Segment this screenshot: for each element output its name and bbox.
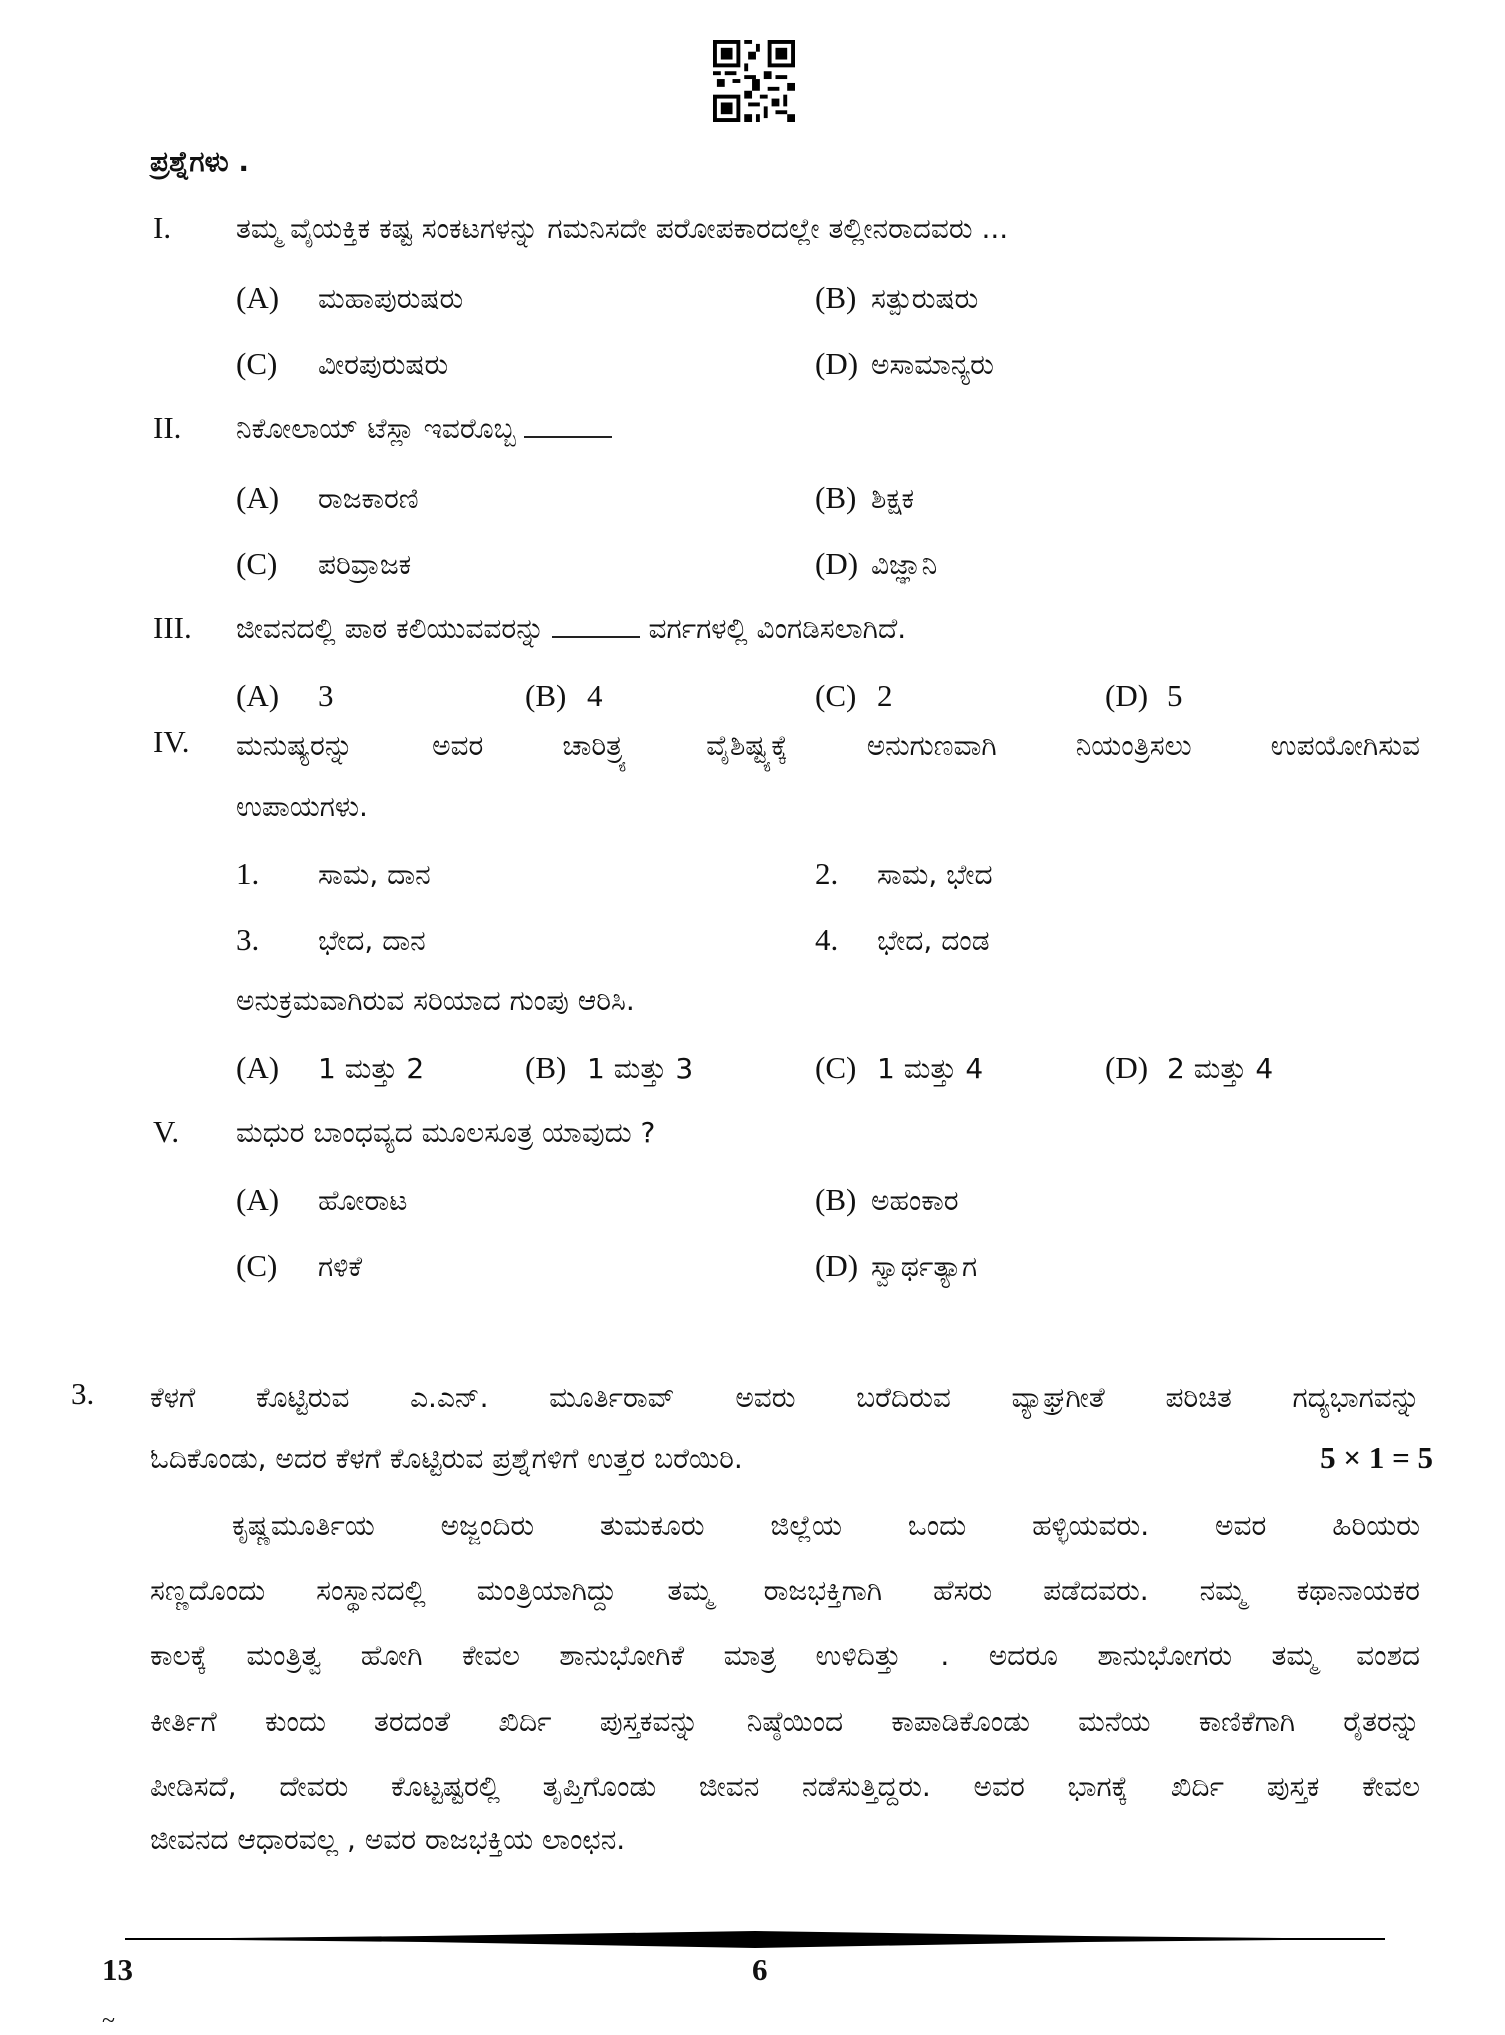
section-number: 3. [71,1376,95,1411]
option-text: ಸತ್ಪುರುಷರು [871,282,979,315]
option-label: (C) [815,678,857,713]
passage-line: ಜೀವನದ ಆಧಾರವಲ್ಲ , ಅವರ ರಾಜಭಕ್ತಿಯ ಲಾಂಛನ. [150,1823,626,1856]
question-text [236,612,906,646]
footer-mark: ~ [102,2008,115,2034]
option-text: ಅಹಂಕಾರ [871,1184,959,1217]
passage-line: ಪೀಡಿಸದೆ, ದೇವರು ಕೊಟ್ಟಷ್ಟರಲ್ಲಿ ತೃಪ್ತಿಗೊಂಡು ಜೀವನ ನಡೆಸುತ್ತಿದ್ದರು. ಅವರ ಭಾಗಕ್ಕೆ ಖಿರ್ದಿ ಪುಸ್ತಕ ಕೇವಲ [150,1770,1420,1803]
option-d [815,1246,977,1291]
question-text [236,412,620,446]
question-text-line2: ಉಪಾಯಗಳು. [236,790,368,823]
option-text: 3 [318,678,334,713]
option-label: (A) [236,1182,280,1217]
option-b [815,478,914,523]
marks: 5 × 1 = 5 [1320,1440,1433,1475]
question-text-line1: ಮನುಷ್ಯರನ್ನು ಅವರ ಚಾರಿತ್ರ್ಯ ವೈಶಿಷ್ಟ್ಯಕ್ಕೆ ಅನುಗುಣವಾಗಿ ನಿಯಂತ್ರಿಸಲು ಉಪಯೋಗಿಸುವ [236,729,1420,762]
item-label: 4. [815,922,839,957]
option-c [236,344,448,389]
option-text: ಗಳಿಕೆ [318,1250,363,1283]
option-text: 2 [877,678,893,713]
passage-line: ಸಣ್ಣದೊಂದು ಸಂಸ್ಥಾನದಲ್ಲಿ ಮಂತ್ರಿಯಾಗಿದ್ದು ತಮ್ಮ ರಾಜಭಕ್ತಿಗಾಗಿ ಹೆಸರು ಪಡೆದವರು. ನಮ್ಮ ಕಥಾನಾಯಕರ [150,1574,1420,1607]
option-text: 1 ಮತ್ತು 2 [318,1052,425,1085]
option-label: (C) [236,1248,278,1283]
option-a [236,676,334,721]
option-a [236,1048,424,1093]
option-a [236,278,463,323]
answer-blank [552,622,640,638]
list-item [236,854,431,899]
option-label: (D) [815,1248,859,1283]
option-text: ಸ್ವಾರ್ಥತ್ಯಾಗ [871,1250,978,1283]
option-text: 1 ಮತ್ತು 3 [587,1052,694,1085]
option-label: (D) [815,546,859,581]
option-c [236,544,411,589]
option-b [815,278,978,323]
item-text: ಸಾಮ, ಭೇದ [877,858,993,891]
section-instruction-line1: ಕೆಳಗೆ ಕೊಟ್ಟಿರುವ ಎ.ಎನ್. ಮೂರ್ತಿರಾವ್ ಅವರು ಬರೆದಿರುವ ವ್ಯಾಘ್ರಗೀತೆ ಪರಿಚಿತ ಗದ್ಯಭಾಗವನ್ನು [150,1381,1420,1414]
option-label: (D) [1105,678,1149,713]
question-text: ಮಧುರ ಬಾಂಧವ್ಯದ ಮೂಲಸೂತ್ರ ಯಾವುದು ? [236,1116,656,1149]
question-text-after: ವರ್ಗಗಳಲ್ಲಿ ವಿಂಗಡಿಸಲಾಗಿದೆ. [648,612,907,645]
item-label: 2. [815,856,839,891]
section-heading: ಪ್ರಶ್ನೆಗಳು . [150,145,250,178]
footer-code: 13 [102,1952,133,1987]
list-item [815,854,993,899]
option-label: (A) [236,480,280,515]
item-label: 1. [236,856,260,891]
option-d [1105,1048,1273,1093]
page-number: 6 [752,1952,768,1987]
option-a [236,1180,407,1225]
option-b [815,1180,959,1225]
question-number: IV. [153,724,190,759]
option-text: 4 [587,678,603,713]
option-text: ಮಹಾಪುರುಷರು [318,282,464,315]
option-text: ಶಿಕ್ಷಕ [871,482,915,515]
option-text: ಹೋರಾಟ [318,1184,408,1217]
option-c [815,676,893,721]
option-text: ವಿಜ್ಞಾನಿ [871,548,938,581]
option-label: (A) [236,1050,280,1085]
option-text: ಅಸಾಮಾನ್ಯರು [871,348,994,381]
question-number: II. [153,410,182,445]
section-instruction-line2: ಓದಿಕೊಂಡು, ಅದರ ಕೆಳಗೆ ಕೊಟ್ಟಿರುವ ಪ್ರಶ್ನೆಗಳಿಗೆ ಉತ್ತರ ಬರೆಯಿರಿ. [150,1442,743,1475]
question-number: I. [153,210,172,245]
question-text: ತಮ್ಮ ವೈಯಕ್ತಿಕ ಕಷ್ಟ ಸಂಕಟಗಳನ್ನು ಗಮನಿಸದೇ ಪರೋಪಕಾರದಲ್ಲೇ ತಲ್ಲೀನರಾದವರು ... [236,212,1009,245]
option-label: (C) [236,346,278,381]
option-label: (B) [525,1050,567,1085]
passage-line: ಕಾಲಕ್ಕೆ ಮಂತ್ರಿತ್ವ ಹೋಗಿ ಕೇವಲ ಶಾನುಭೋಗಿಕೆ ಮಾತ್ರ ಉಳಿದಿತ್ತು . ಅದರೂ ಶಾನುಭೋಗರು ತಮ್ಮ ವಂಶದ [150,1639,1420,1672]
question-number: V. [153,1114,180,1149]
option-c [815,1048,983,1093]
option-label: (D) [1105,1050,1149,1085]
footer-rule [125,1928,1385,1950]
option-text: 1 ಮತ್ತು 4 [877,1052,984,1085]
answer-blank [524,422,612,438]
item-text: ಭೇದ, ದಾನ [318,924,426,957]
qr-code [713,40,795,122]
option-text: 5 [1167,678,1183,713]
option-text: ಪರಿವ್ರಾಜಕ [318,548,412,581]
option-label: (C) [815,1050,857,1085]
option-text: 2 ಮತ್ತು 4 [1167,1052,1274,1085]
option-c [236,1246,362,1291]
option-b [525,1048,693,1093]
option-label: (C) [236,546,278,581]
option-label: (B) [815,480,857,515]
item-label: 3. [236,922,260,957]
option-a [236,478,419,523]
option-d [815,544,937,589]
list-item [815,920,990,965]
option-text: ವೀರಪುರುಷರು [318,348,449,381]
item-text: ಭೇದ, ದಂಡ [877,924,990,957]
option-label: (B) [815,1182,857,1217]
option-label: (A) [236,280,280,315]
question-text-before: ಜೀವನದಲ್ಲಿ ಪಾಠ ಕಲಿಯುವವರನ್ನು [236,612,545,645]
passage-line: ಕೀರ್ತಿಗೆ ಕುಂದು ತರದಂತೆ ಖಿರ್ದಿ ಪುಸ್ತಕವನ್ನು ನಿಷ್ಠೆಯಿಂದ ಕಾಪಾಡಿಕೊಂಡು ಮನೆಯ ಕಾಣಿಕೆಗಾಗಿ ರೈತರನ್ನು [150,1705,1420,1738]
question-number: III. [153,610,192,645]
option-label: (D) [815,346,859,381]
passage-line: ಕೃಷ್ಣಮೂರ್ತಿಯ ಅಜ್ಜಂದಿರು ತುಮಕೂರು ಜಿಲ್ಲೆಯ ಒಂದು ಹಳ್ಳಿಯವರು. ಅವರ ಹಿರಿಯರು [232,1509,1420,1542]
question-text-content: ನಿಕೋಲಾಯ್ ಟೆಸ್ಲಾ ಇವರೊಬ್ಬ [236,412,516,445]
option-text: ರಾಜಕಾರಣಿ [318,482,419,515]
option-label: (B) [525,678,567,713]
option-b [525,676,603,721]
option-label: (B) [815,280,857,315]
instruction: ಅನುಕ್ರಮವಾಗಿರುವ ಸರಿಯಾದ ಗುಂಪು ಆರಿಸಿ. [236,984,635,1017]
option-d [815,344,994,389]
option-label: (A) [236,678,280,713]
item-text: ಸಾಮ, ದಾನ [318,858,431,891]
list-item [236,920,426,965]
option-d [1105,676,1183,721]
